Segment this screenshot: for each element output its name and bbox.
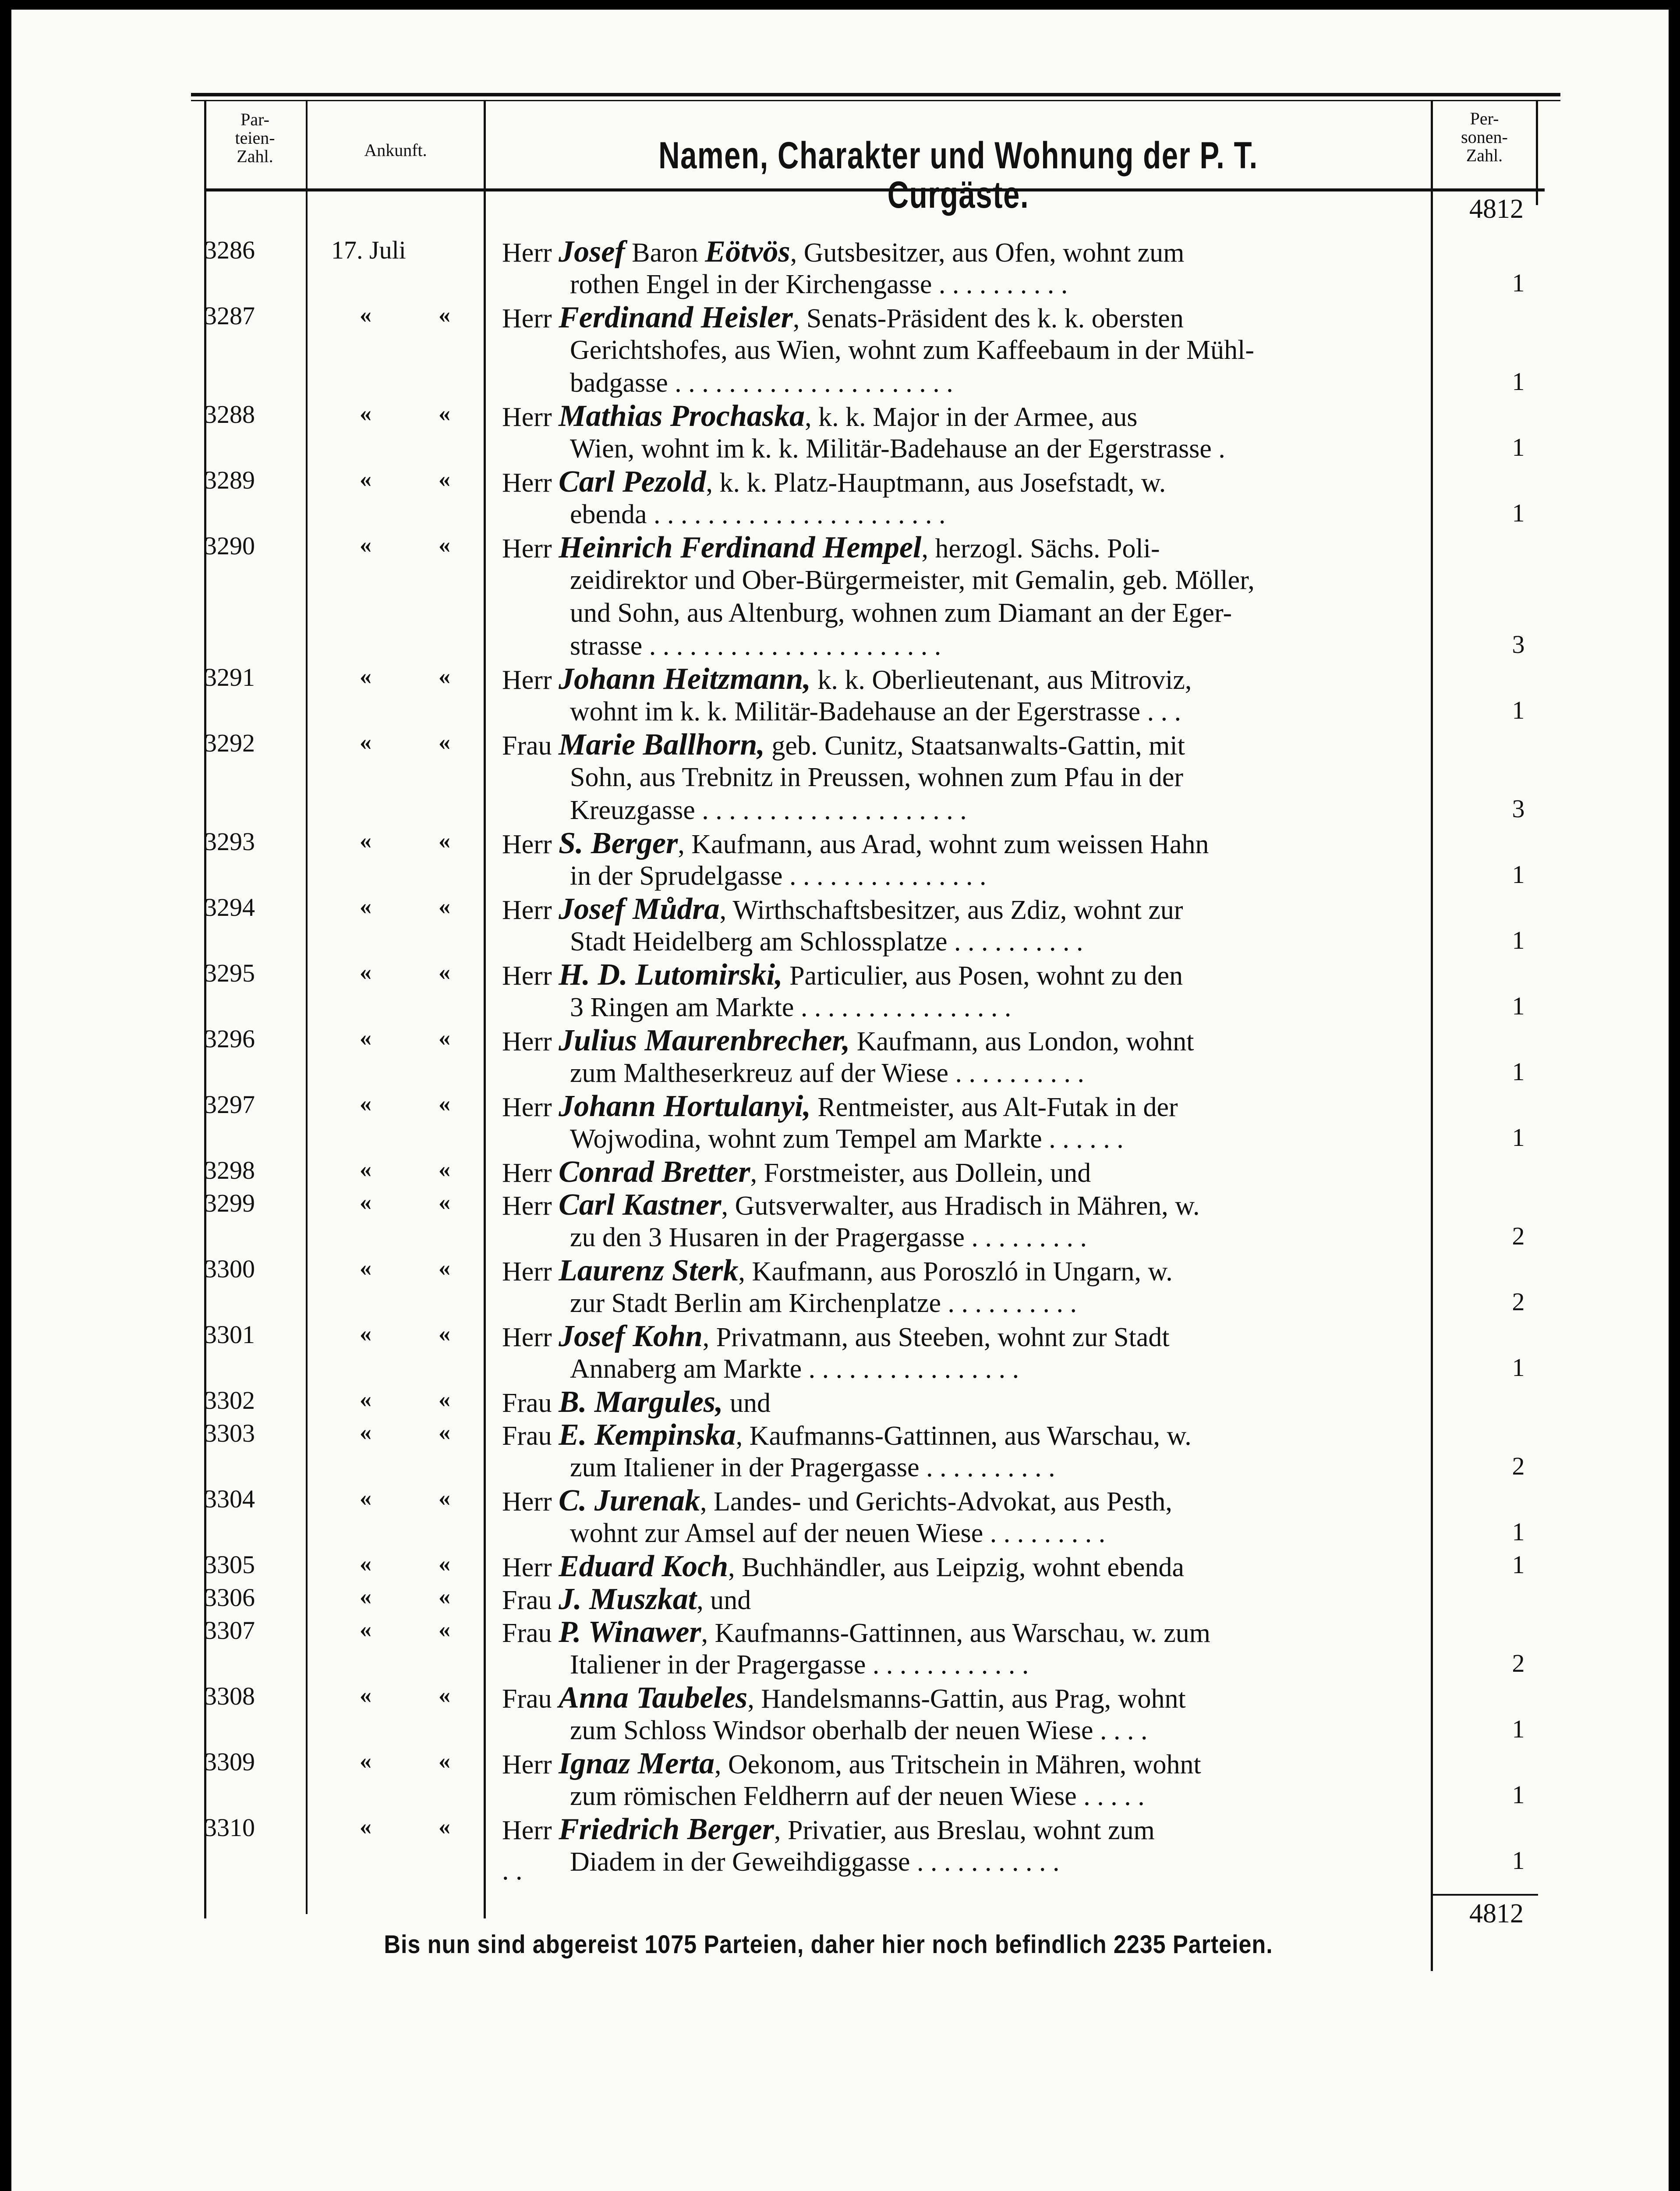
entry-text: , Senats-Präsident des k. k. obersten <box>792 304 1184 333</box>
entry-text: geb. Cunitz, Staatsanwalts-Gattin, mit <box>764 731 1185 761</box>
arrival-date: 17. Juli <box>331 236 406 264</box>
header-party-count-line1: Par- <box>241 110 269 129</box>
entry-text: Frau <box>502 1684 559 1714</box>
guest-entry <box>502 728 1422 827</box>
entry-text: Kreuzgasse . . . . . . . . . . . . . . . . . . . . <box>570 795 967 825</box>
entry-text: Herr <box>502 830 559 859</box>
entry-text: Herr <box>502 895 559 925</box>
col-rule-3 <box>1431 100 1433 1971</box>
entry-text: Herr <box>502 665 559 695</box>
guest-entry <box>502 1583 1422 1616</box>
party-number: 3305 <box>204 1550 255 1579</box>
header-party-count <box>204 110 306 166</box>
guest-name: Friedrich Berger <box>559 1813 775 1846</box>
ditto-mark-day: « <box>360 1682 371 1708</box>
entry-text: , Kaufmann, aus Arad, wohnt zum weissen Hahn <box>678 830 1209 859</box>
person-count: 1 <box>1512 1550 1525 1579</box>
entry-continuation-line <box>502 1649 1422 1681</box>
col-rule-2 <box>484 100 486 1918</box>
entry-first-line <box>502 728 1422 761</box>
ditto-mark-month: « <box>439 1189 450 1215</box>
ditto-mark-month: « <box>439 827 450 854</box>
entry-text: , Privatmann, aus Steeben, wohnt zur Stadt <box>702 1322 1170 1352</box>
ditto-mark-month: « <box>439 1550 450 1577</box>
ditto-mark-day: « <box>360 1386 371 1412</box>
col-rule-1 <box>306 100 308 1914</box>
ditto-mark-month: « <box>439 1156 450 1182</box>
ditto-mark-day: « <box>360 532 371 558</box>
party-number: 3288 <box>204 400 255 429</box>
entry-text: Gerichtshofes, aus Wien, wohnt zum Kaffeebaum in der Mühl- <box>570 335 1255 365</box>
guest-name: Ignaz Merta <box>559 1747 715 1780</box>
party-number: 3300 <box>204 1255 255 1283</box>
entry-first-line <box>502 1156 1422 1188</box>
guest-entry <box>502 1484 1422 1550</box>
entry-first-line <box>502 1813 1422 1846</box>
entry-first-line <box>502 1583 1422 1616</box>
ditto-mark-day: « <box>360 1583 371 1610</box>
entry-text: , Gutsbesitzer, aus Ofen, wohnt zum <box>790 238 1185 268</box>
person-count: 1 <box>1512 1123 1525 1152</box>
guest-name: Marie Ballhorn, <box>559 728 765 761</box>
person-count: 1 <box>1512 1715 1525 1743</box>
entry-first-line <box>502 1616 1422 1649</box>
ditto-mark-day: « <box>360 1320 371 1347</box>
entry-first-line <box>502 1681 1422 1714</box>
entry-first-line <box>502 1484 1422 1517</box>
header-person-count-line2: sonen- <box>1461 127 1508 147</box>
entry-text: Wojwodina, wohnt zum Tempel am Markte . . . . . . <box>570 1124 1124 1154</box>
party-number: 3298 <box>204 1156 255 1184</box>
entry-text: Frau <box>502 1421 559 1451</box>
ditto-mark-month: « <box>439 1419 450 1445</box>
entry-continuation-line <box>502 925 1422 958</box>
entry-text: , k. k. Major in der Armee, aus <box>805 402 1138 432</box>
footer-summary: Bis nun sind abgereist 1075 Parteien, daher hier noch befindlich 2235 Parteien. <box>384 1930 1273 1959</box>
entry-text: Diadem in der Geweihdiggasse . . . . . . . . . . . <box>570 1847 1060 1877</box>
ditto-mark-month: « <box>439 1485 450 1511</box>
guest-entry <box>502 1681 1422 1747</box>
person-count: 2 <box>1512 1452 1525 1480</box>
entry-first-line <box>502 531 1422 564</box>
guest-name: H. D. Lutomirski, <box>559 958 783 991</box>
bottom-dots-text: . . <box>502 1856 523 1886</box>
ditto-mark-month: « <box>439 1025 450 1051</box>
entry-text: badgasse . . . . . . . . . . . . . . . . . . . . . <box>570 368 953 398</box>
entry-text: , Oekonom, aus Tritschein in Mähren, wohnt <box>714 1750 1201 1780</box>
guest-name: B. Margules, <box>559 1386 723 1418</box>
guest-name: E. Kempinska <box>559 1418 736 1451</box>
guest-name: Carl Kastner <box>559 1188 722 1221</box>
entry-continuation-line <box>502 433 1422 465</box>
bottom-dots <box>502 1854 1422 1887</box>
party-number: 3294 <box>204 893 255 922</box>
entry-text: Frau <box>502 1585 559 1615</box>
entry-text: Herr <box>502 1487 559 1517</box>
entry-first-line <box>502 1386 1422 1418</box>
entry-text: Herr <box>502 1750 559 1780</box>
ditto-mark-month: « <box>439 466 450 492</box>
entry-text: strasse . . . . . . . . . . . . . . . . . . . . . . <box>570 631 941 661</box>
entry-first-line <box>502 827 1422 860</box>
person-count: 1 <box>1512 433 1525 461</box>
entry-first-line <box>502 1747 1422 1780</box>
entry-text: , Wirthschaftsbesitzer, aus Zdiz, wohnt zur <box>719 895 1183 925</box>
guest-entry <box>502 1156 1422 1188</box>
entry-continuation-line <box>502 334 1422 367</box>
ditto-mark-day: « <box>360 1485 371 1511</box>
entry-text: Herr <box>502 1027 559 1057</box>
header-person-count-line1: Per- <box>1470 109 1499 128</box>
entry-first-line <box>502 1550 1422 1583</box>
col-rule-left <box>204 100 206 1918</box>
guest-name: Eduard Koch <box>559 1550 729 1583</box>
guest-name: Conrad Bretter <box>559 1156 750 1188</box>
entry-text: Frau <box>502 1618 559 1648</box>
ditto-mark-month: « <box>439 1320 450 1347</box>
guest-entry <box>502 1550 1422 1583</box>
ditto-mark-day: « <box>360 1550 371 1577</box>
party-number: 3290 <box>204 532 255 560</box>
header-party-count-line3: Zahl. <box>237 146 273 166</box>
ditto-mark-month: « <box>439 1616 450 1642</box>
guest-entry <box>502 1418 1422 1484</box>
guest-entry <box>502 893 1422 958</box>
ditto-mark-day: « <box>360 729 371 755</box>
entry-text: zum römischen Feldherrn auf der neuen Wiese . . . . . <box>570 1781 1145 1811</box>
entry-first-line <box>502 1188 1422 1221</box>
ditto-mark-month: « <box>439 1682 450 1708</box>
guest-entry <box>502 1320 1422 1386</box>
entry-continuation-line <box>502 268 1422 301</box>
guest-entry <box>502 1024 1422 1090</box>
header-title: Namen, Charakter und Wohnung der P. T. Curgäste. <box>658 135 1258 216</box>
ditto-mark-day: « <box>360 1255 371 1281</box>
guest-entry <box>502 1188 1422 1254</box>
person-count: 1 <box>1512 367 1525 396</box>
ditto-mark-month: « <box>439 729 450 755</box>
entry-text: Frau <box>502 731 559 761</box>
guest-name: Josef Můdra <box>559 893 720 925</box>
person-count: 1 <box>1512 1517 1525 1546</box>
guest-name: Johann Heitzmann, <box>559 663 811 695</box>
entry-text: Frau <box>502 1388 559 1418</box>
entry-text: , Kaufmanns-Gattinnen, aus Warschau, w. zum <box>701 1618 1211 1648</box>
ditto-mark-month: « <box>439 1813 450 1840</box>
entry-continuation-line <box>502 1451 1422 1484</box>
entry-continuation-line <box>502 498 1422 531</box>
entry-text: , Buchhändler, aus Leipzig, wohnt ebenda <box>728 1553 1185 1582</box>
party-number: 3309 <box>204 1748 255 1776</box>
entry-text: Herr <box>502 1158 559 1188</box>
entry-text: wohnt zur Amsel auf der neuen Wiese . . . . . . . . . <box>570 1518 1106 1548</box>
party-number: 3286 <box>204 236 255 264</box>
entry-text: , Landes- und Gerichts-Advokat, aus Pesth, <box>700 1487 1172 1517</box>
guest-name: C. Jurenak <box>559 1484 700 1517</box>
party-number: 3289 <box>204 466 255 494</box>
person-count: 1 <box>1512 992 1525 1020</box>
entry-first-line <box>502 400 1422 433</box>
entry-text: , k. k. Platz-Hauptmann, aus Josefstadt, w. <box>706 468 1166 498</box>
person-count: 1 <box>1512 696 1525 724</box>
ditto-mark-month: « <box>439 1090 450 1117</box>
carry-over-total: 4812 <box>1469 194 1524 224</box>
entry-text: zum Italiener in der Pragergasse . . . . . . . . . . <box>570 1453 1055 1482</box>
ditto-mark-day: « <box>360 1813 371 1840</box>
entry-continuation-line <box>502 761 1422 794</box>
ditto-mark-month: « <box>439 959 450 985</box>
entry-text: zur Stadt Berlin am Kirchenplatze . . . . . . . . . . <box>570 1288 1077 1318</box>
party-number: 3304 <box>204 1485 255 1513</box>
entry-continuation-line <box>502 695 1422 728</box>
ditto-mark-month: « <box>439 301 450 328</box>
entry-first-line <box>502 1024 1422 1057</box>
guest-entry <box>502 301 1422 400</box>
guest-entry <box>502 1254 1422 1320</box>
person-count: 1 <box>1512 860 1525 889</box>
guest-name: Johann Hortulanyi, <box>559 1090 811 1123</box>
guest-entry <box>502 663 1422 728</box>
ditto-mark-day: « <box>360 301 371 328</box>
header-party-count-line2: teien- <box>235 128 275 148</box>
entry-text: zum Schloss Windsor oberhalb der neuen Wiese . . . . <box>570 1716 1148 1745</box>
entry-text: zum Maltheserkreuz auf der Wiese . . . . . . . . . . <box>570 1058 1084 1088</box>
entry-first-line <box>502 1254 1422 1287</box>
entry-text: , Gutsverwalter, aus Hradisch in Mähren, w. <box>721 1191 1200 1221</box>
entry-continuation-line <box>502 1221 1422 1254</box>
guest-name: P. Winawer <box>559 1616 701 1649</box>
entry-continuation-line <box>502 860 1422 893</box>
entry-text: und <box>723 1388 771 1418</box>
guest-entry <box>502 235 1422 301</box>
party-number: 3310 <box>204 1813 255 1842</box>
guest-entry <box>502 1747 1422 1813</box>
entry-text: Herr <box>502 1322 559 1352</box>
ditto-mark-month: « <box>439 1748 450 1774</box>
header-person-count <box>1433 110 1536 165</box>
guest-name: Anna Taubeles <box>559 1681 748 1714</box>
entry-text: , Privatier, aus Breslau, wohnt zum <box>774 1815 1155 1845</box>
party-number: 3306 <box>204 1583 255 1612</box>
entry-text: Annaberg am Markte . . . . . . . . . . . . . . . . <box>570 1354 1019 1384</box>
entry-first-line <box>502 663 1422 695</box>
person-count: 1 <box>1512 1780 1525 1809</box>
party-number: 3302 <box>204 1386 255 1415</box>
ditto-mark-day: « <box>360 1616 371 1642</box>
ditto-mark-month: « <box>439 663 450 689</box>
guest-name: Ferdinand Heisler <box>559 301 793 334</box>
entry-first-line <box>502 235 1422 268</box>
entry-text: Wien, wohnt im k. k. Militär-Badehause an der Egerstrasse . <box>570 434 1225 464</box>
guest-name: Mathias Prochaska <box>559 400 805 433</box>
entry-text: Italiener in der Pragergasse . . . . . . . . . . . . <box>570 1650 1029 1680</box>
guest-entry <box>502 1616 1422 1681</box>
entry-continuation-line <box>502 1057 1422 1090</box>
entry-first-line <box>502 893 1422 925</box>
ditto-mark-day: « <box>360 1090 371 1117</box>
ditto-mark-day: « <box>360 1025 371 1051</box>
ditto-mark-day: « <box>360 466 371 492</box>
guest-entry <box>502 1386 1422 1418</box>
entry-text: Herr <box>502 304 559 333</box>
ditto-mark-month: « <box>439 532 450 558</box>
party-number: 3293 <box>204 827 255 856</box>
entry-text: Herr <box>502 534 559 564</box>
party-number: 3291 <box>204 663 255 691</box>
entry-first-line <box>502 1418 1422 1451</box>
entry-text: Herr <box>502 961 559 991</box>
person-count: 2 <box>1512 1222 1525 1250</box>
entry-text: Herr <box>502 1815 559 1845</box>
person-count: 1 <box>1512 1353 1525 1382</box>
guest-entry <box>502 531 1422 663</box>
entry-continuation-line <box>502 367 1422 400</box>
ditto-mark-day: « <box>360 1748 371 1774</box>
person-count: 1 <box>1512 499 1525 527</box>
entry-text: rothen Engel in der Kirchengasse . . . . . . . . . . <box>570 269 1068 299</box>
person-count: 1 <box>1512 1057 1525 1086</box>
total-rule <box>1433 1894 1538 1896</box>
party-number: 3299 <box>204 1189 255 1217</box>
guest-name: Laurenz Sterk <box>559 1254 739 1287</box>
entry-text: Herr <box>502 1257 559 1287</box>
entry-text: k. k. Oberlieutenant, aus Mitroviz, <box>810 665 1192 695</box>
entry-continuation-line <box>502 991 1422 1024</box>
entry-text: 3 Ringen am Markte . . . . . . . . . . . . . . . . <box>570 993 1012 1022</box>
entry-text: Stadt Heidelberg am Schlossplatze . . . . . . . . . . <box>570 927 1083 957</box>
entry-continuation-line <box>502 1123 1422 1156</box>
entry-continuation-line <box>502 794 1422 827</box>
entry-text: ebenda . . . . . . . . . . . . . . . . . . . . . . <box>570 500 946 529</box>
party-number: 3295 <box>204 959 255 987</box>
guest-entry <box>502 400 1422 465</box>
guest-name: Julius Maurenbrecher, <box>559 1024 850 1057</box>
entry-text: wohnt im k. k. Militär-Badehause an der Egerstrasse . . . <box>570 697 1181 727</box>
ditto-mark-day: « <box>360 959 371 985</box>
entry-text: Rentmeister, aus Alt-Futak in der <box>810 1092 1178 1122</box>
party-number: 3307 <box>204 1616 255 1645</box>
party-number: 3296 <box>204 1025 255 1053</box>
ditto-mark-day: « <box>360 893 371 919</box>
entry-continuation-line <box>502 630 1422 663</box>
guest-name: S. Berger <box>559 827 678 860</box>
entry-first-line <box>502 1090 1422 1123</box>
entry-text: Herr <box>502 238 559 268</box>
entry-text: , Kaufmann, aus Poroszló in Ungarn, w. <box>738 1257 1173 1287</box>
guest-entry <box>502 958 1422 1024</box>
entry-text: und Sohn, aus Altenburg, wohnen zum Diamant an der Eger- <box>570 598 1232 628</box>
ditto-mark-month: « <box>439 1386 450 1412</box>
entry-continuation-line <box>502 1353 1422 1386</box>
entry-text: Herr <box>502 1191 559 1221</box>
entry-continuation-line <box>502 1780 1422 1813</box>
entry-text: zu den 3 Husaren in der Pragergasse . . . . . . . . . <box>570 1223 1087 1252</box>
entry-first-line <box>502 1320 1422 1353</box>
entry-continuation-line <box>502 1287 1422 1320</box>
entry-text: Particulier, aus Posen, wohnt zu den <box>782 961 1183 991</box>
entry-text: , Handelsmanns-Gattin, aus Prag, wohnt <box>747 1684 1186 1714</box>
ditto-mark-day: « <box>360 663 371 689</box>
guest-entry <box>502 465 1422 531</box>
entry-text: zeidirektor und Ober-Bürgermeister, mit Gemalin, geb. Möller, <box>570 565 1255 595</box>
person-count: 2 <box>1512 1649 1525 1677</box>
person-count: 1 <box>1512 926 1525 954</box>
entry-text: Herr <box>502 1092 559 1122</box>
col-rule-right <box>1536 100 1538 205</box>
ditto-mark-month: « <box>439 400 450 426</box>
entry-continuation-line <box>502 1517 1422 1550</box>
entry-text: Herr <box>502 468 559 498</box>
guest-entry <box>502 827 1422 893</box>
entry-text: , Kaufmanns-Gattinnen, aus Warschau, w. <box>736 1421 1192 1451</box>
entry-text: Herr <box>502 402 559 432</box>
entry-text: , und <box>697 1585 751 1615</box>
ditto-mark-month: « <box>439 1255 450 1281</box>
ditto-mark-month: « <box>439 1583 450 1610</box>
guest-name: Carl Pezold <box>559 465 706 498</box>
ditto-mark-month: « <box>439 893 450 919</box>
entry-first-line <box>502 958 1422 991</box>
ditto-mark-day: « <box>360 1419 371 1445</box>
guest-name: Heinrich Ferdinand Hempel <box>559 531 922 564</box>
entry-text: , herzogl. Sächs. Poli- <box>921 534 1160 564</box>
entry-text: Kaufmann, aus London, wohnt <box>850 1027 1194 1057</box>
top-rule-thin <box>191 100 1560 101</box>
party-number: 3297 <box>204 1090 255 1119</box>
party-number: 3308 <box>204 1682 255 1710</box>
guest-name: J. Muszkat <box>559 1583 697 1616</box>
guest-name: Josef Kohn <box>559 1320 703 1353</box>
person-count: 2 <box>1512 1287 1525 1316</box>
entry-text: Sohn, aus Trebnitz in Preussen, wohnen zum Pfau in der <box>570 762 1184 792</box>
ditto-mark-day: « <box>360 400 371 426</box>
party-number: 3292 <box>204 729 255 757</box>
person-count: 1 <box>1512 269 1525 297</box>
entry-continuation-line <box>502 1714 1422 1747</box>
header-person-count-line3: Zahl. <box>1466 145 1503 165</box>
entry-text: Herr <box>502 1553 559 1582</box>
ditto-mark-day: « <box>360 1189 371 1215</box>
guest-name: Josef <box>559 235 625 268</box>
entry-text: , Forstmeister, aus Dollein, und <box>750 1158 1091 1188</box>
party-number: 3303 <box>204 1419 255 1447</box>
entry-continuation-line <box>502 564 1422 597</box>
entry-text: in der Sprudelgasse . . . . . . . . . . . . . . . <box>570 861 987 891</box>
party-number: 3287 <box>204 301 255 330</box>
entry-text: Baron <box>625 238 705 268</box>
entry-first-line <box>502 301 1422 334</box>
header-arrival: Ankunft. <box>364 140 427 160</box>
ditto-mark-day: « <box>360 827 371 854</box>
party-number: 3301 <box>204 1320 255 1349</box>
guest-entry <box>502 1090 1422 1156</box>
ditto-mark-day: « <box>360 1156 371 1182</box>
person-count: 3 <box>1512 630 1525 659</box>
entry-first-line <box>502 465 1422 498</box>
top-rule-thick <box>191 93 1560 96</box>
page <box>11 10 1669 2191</box>
guest-name: Eötvös <box>705 235 790 268</box>
person-count: 1 <box>1512 1846 1525 1875</box>
entry-continuation-line <box>502 597 1422 630</box>
grand-total: 4812 <box>1469 1899 1524 1929</box>
person-count: 3 <box>1512 794 1525 823</box>
